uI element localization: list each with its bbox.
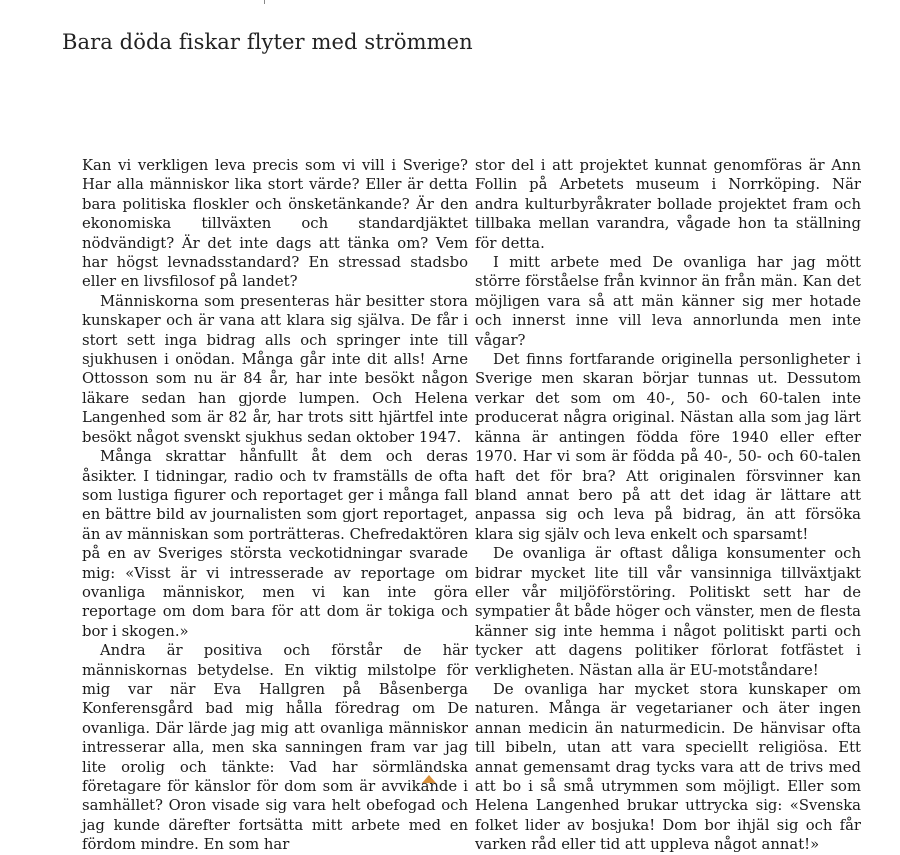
paragraph: De ovanliga är oftast dåliga konsumenter och bidrar mycket lite till vår vansinniga tillväxtjakt eller vår miljöförstöring. Politiskt sett har de sympatier åt både höger och vänster, men de flesta känner sig inte hemma i något politiskt parti och tycker att dagens politiker förlorat fotfästet i verkligheten. Nästan alla är EU-motståndare! — [475, 545, 861, 679]
left-column — [82, 156, 468, 855]
paragraph: De ovanliga har mycket stora kunskaper om naturen. Många är vegetarianer och äter ingen annan medicin än naturmedicin. De hänvisar ofta till bibeln, utan att vara speciellt religiösa. Ett annat gemensamt drag tycks vara att de trivs med att bo i så små utrymmen som möjligt. Eller som Helena Langenhed brukar uttrycka sig: «Svenska folket lider av bosjuka! Dom bor ihjäl sig och får varken råd eller tid att uppleva något annat!» — [475, 680, 861, 854]
page-title: Bara döda fiskar flyter med strömmen — [62, 30, 473, 54]
paragraph: Andra är positiva och förstår de här människornas betydelse. En viktig milstolpe för mig var när Eva Hallgren på Båsenberga Konferensgård bad mig hålla föredrag om De ovanliga. Där lärde jag mig att ovanliga människor intresserar alla, men ska sanningen fram var jag lite orolig och tänkte: Vad har sörmländska företagare för känslor för dom som är avvikande i samhället? Oron visade sig vara helt obefogad och jag kunde därefter fortsätta mitt arbete med en fördom mindre. En som har — [82, 642, 468, 854]
paragraph: stor del i att projektet kunnat genomföras är Ann Follin på Arbetets museum i Norrköping. När andra kulturbyråkrater bollade projektet fram och tillbaka mellan varandra, vågade hon ta ställning för detta. — [475, 157, 861, 252]
paragraph: Kan vi verkligen leva precis som vi vill i Sverige? Har alla människor lika stort värde? Eller är detta bara politiska floskler och önsketänkande? Är den ekonomiska tillväxten och standardjäktet nödvändigt? Är det inte dags att tänka om? Vem har högst levnadsstandard? En stressad stadsbo eller en livsfilosof på landet? — [82, 157, 468, 291]
paragraph: Det finns fortfarande originella personligheter i Sverige men skaran börjar tunnas ut. Dessutom verkar det som om 40-, 50- och 60-talen inte producerat några original. Nästan alla som jag lärt känna är antingen födda före 1940 eller efter 1970. Har vi som är födda på 40-, 50- och 60-talen haft det för bra? Att originalen försvinner kan bland annat bero på att det idag är lättare att anpassa sig och leva på bidrag, än att försöka klara sig själv och leva enkelt och sparsamt! — [475, 351, 861, 543]
paragraph: Många skrattar hånfullt åt dem och deras åsikter. I tidningar, radio och tv framställs de ofta som lustiga figurer och reportaget ger i många fall en bättre bild av journalisten som gjort reportaget, än av människan som porträtteras. Chefredaktören på en av Sveriges största veckotidningar svarade mig: «Visst är vi intresserade av reportage om ovanliga människor, men vi kan inte göra reportage om dom bara för att dom är tokiga och bor i skogen.» — [82, 448, 468, 640]
paragraph: Människorna som presenteras här besitter stora kunskaper och är vana att klara sig själva. De får i stort sett inga bidrag alls och springer inte till sjukhusen i onödan. Många går inte dit alls! Arne Ottosson som nu är 84 år, har inte besökt någon läkare sedan han gjorde lumpen. Och Helena Langenhed som är 82 år, har trots sitt hjärtfel inte besökt något svenskt sjukhus sedan oktober 1947. — [82, 292, 468, 446]
top-edge-mark — [264, 0, 265, 4]
decorative-ornament-icon — [422, 775, 436, 783]
right-column — [475, 156, 861, 855]
paragraph: I mitt arbete med De ovanliga har jag mött större förståelse från kvinnor än från män. Kan det möjligen vara så att män känner sig mer hotade och innerst inne vill leva annorlunda men inte vågar? — [475, 254, 861, 349]
